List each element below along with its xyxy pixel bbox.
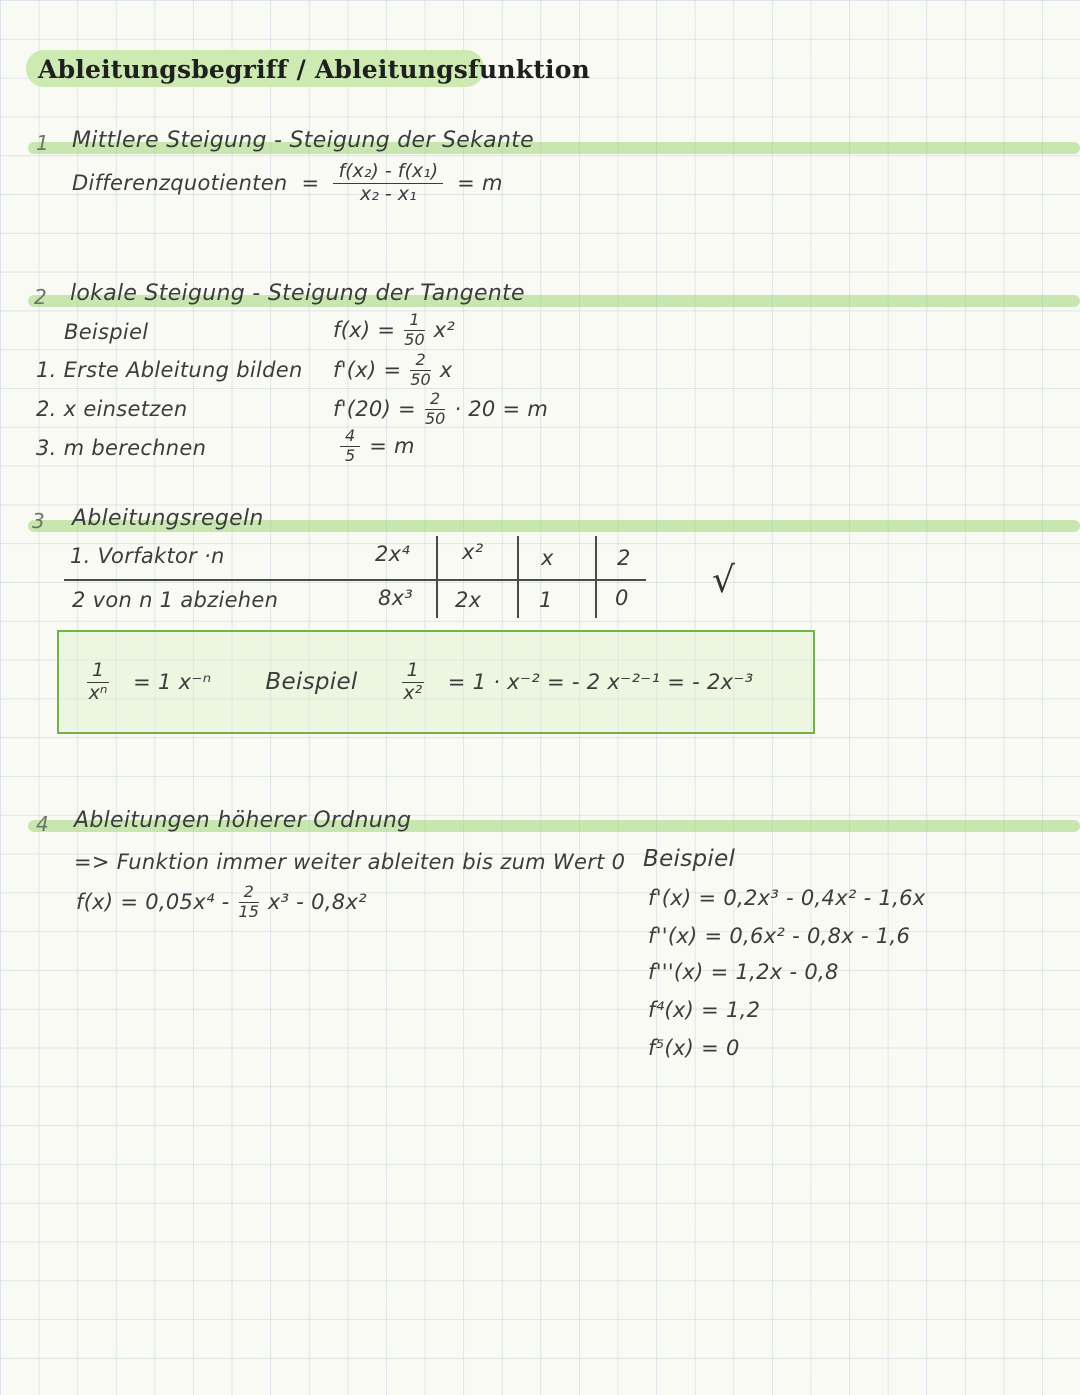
section-4-heading: Ableitungen höherer Ordnung — [74, 808, 412, 833]
fraction-denominator: 5 — [345, 445, 356, 465]
fraction-numerator: 2 — [410, 352, 430, 371]
table-cell-top-4: 2 — [617, 546, 631, 570]
rule-fraction-1 — [87, 658, 109, 704]
fraction-denominator: xⁿ — [88, 681, 108, 704]
derivative-line-1 — [333, 352, 452, 389]
fraction-numerator: 1 — [402, 661, 424, 683]
d3-fraction — [340, 428, 360, 465]
rule-middle: = 1 x⁻ⁿ — [133, 670, 212, 694]
difference-quotient-line — [72, 162, 503, 205]
result-m: = m — [457, 171, 503, 196]
table-cell-top-3: x — [541, 546, 554, 570]
fraction-numerator: 2 — [425, 391, 445, 410]
fx-suffix: x² — [433, 318, 456, 343]
section-1-heading: Mittlere Steigung - Steigung der Sekante — [72, 128, 534, 153]
rule-1-label: 1. Vorfaktor ·n — [70, 544, 225, 568]
beispiel-label: Beispiel — [64, 320, 149, 344]
difference-quotient-fraction — [333, 162, 443, 205]
d3-suffix: = m — [369, 434, 415, 459]
fraction-denominator: 15 — [238, 901, 259, 921]
step-3-label: 3. m berechnen — [36, 436, 207, 460]
derivative-order-2: f''(x) = 0,6x² - 0,8x - 1,6 — [648, 924, 911, 948]
beispiel-label-4: Beispiel — [643, 846, 736, 872]
section-1-number: 1 — [36, 131, 49, 155]
d2-fraction — [425, 391, 445, 428]
power-rule-box — [57, 630, 815, 734]
fx4-fraction — [239, 884, 259, 921]
step-1-label: 1. Erste Ableitung bilden — [36, 358, 303, 382]
box-beispiel-label: Beispiel — [265, 669, 358, 695]
d2-suffix: · 20 = m — [454, 397, 549, 422]
table-cell-bottom-4: 0 — [615, 586, 629, 610]
fx-fraction — [404, 312, 424, 349]
d1-prefix: f'(x) = — [333, 358, 402, 383]
difference-quotient-label: Differenzquotienten — [72, 171, 288, 196]
fraction-numerator: 1 — [404, 312, 424, 331]
d2-prefix: f'(20) = — [333, 397, 416, 422]
rule-result: = 1 · x⁻² = - 2 x⁻²⁻¹ = - 2x⁻³ — [447, 670, 754, 694]
derivative-order-4: f⁴(x) = 1,2 — [648, 998, 761, 1022]
fraction-numerator: 4 — [340, 428, 360, 447]
fraction-numerator: 1 — [87, 661, 109, 683]
section-3-heading: Ableitungsregeln — [72, 506, 264, 531]
fraction-denominator: 50 — [404, 329, 425, 349]
section-3-number: 3 — [32, 509, 45, 533]
section-4-number: 4 — [36, 812, 49, 836]
table-cell-top-1: 2x⁴ — [375, 542, 411, 566]
derivative-order-1: f'(x) = 0,2x³ - 0,4x² - 1,6x — [648, 886, 926, 910]
d1-fraction — [410, 352, 430, 389]
fraction-denominator: 50 — [410, 369, 431, 389]
fx-prefix: f(x) = — [333, 318, 396, 343]
rule-fraction-2 — [402, 658, 424, 704]
fx4-prefix: f(x) = 0,05x⁴ - — [76, 890, 230, 915]
fx4-suffix: x³ - 0,8x² — [267, 890, 367, 915]
checkmark-icon: √ — [712, 560, 735, 601]
d1-suffix: x — [439, 358, 453, 383]
fraction-denominator: 50 — [424, 408, 446, 428]
section-2-heading: lokale Steigung - Steigung der Tangente — [70, 281, 525, 306]
table-cell-bottom-1: 8x³ — [378, 586, 414, 610]
derivative-line-3 — [340, 428, 415, 465]
fraction-numerator: 2 — [239, 884, 259, 903]
table-vertical-line-2 — [517, 536, 519, 618]
fraction-denominator: x₂ - x₁ — [359, 182, 417, 205]
step-2-label: 2. x einsetzen — [36, 397, 188, 421]
derivative-line-2 — [333, 391, 548, 428]
table-horizontal-line — [64, 579, 646, 581]
rule-2-label: 2 von n 1 abziehen — [72, 588, 279, 612]
section-2-number: 2 — [34, 285, 47, 309]
table-vertical-line-3 — [595, 536, 597, 618]
fraction-denominator: x² — [403, 681, 423, 704]
derivative-order-3: f'''(x) = 1,2x - 0,8 — [648, 960, 839, 984]
derivative-order-5: f⁵(x) = 0 — [648, 1036, 740, 1060]
table-vertical-line-1 — [436, 536, 438, 618]
page-title: Ableitungsbegriff / Ableitungsfunktion — [38, 55, 590, 84]
fraction-numerator: f(x₂) - f(x₁) — [333, 162, 443, 184]
higher-order-note: => Funktion immer weiter ableiten bis zum Wert 0 — [74, 850, 626, 874]
table-cell-bottom-3: 1 — [539, 588, 553, 612]
example-function-line — [333, 312, 455, 349]
equals-sign: = — [301, 171, 320, 196]
example-function-line-4 — [76, 884, 367, 921]
table-cell-bottom-2: 2x — [455, 588, 482, 612]
table-cell-top-2: x² — [462, 540, 484, 564]
